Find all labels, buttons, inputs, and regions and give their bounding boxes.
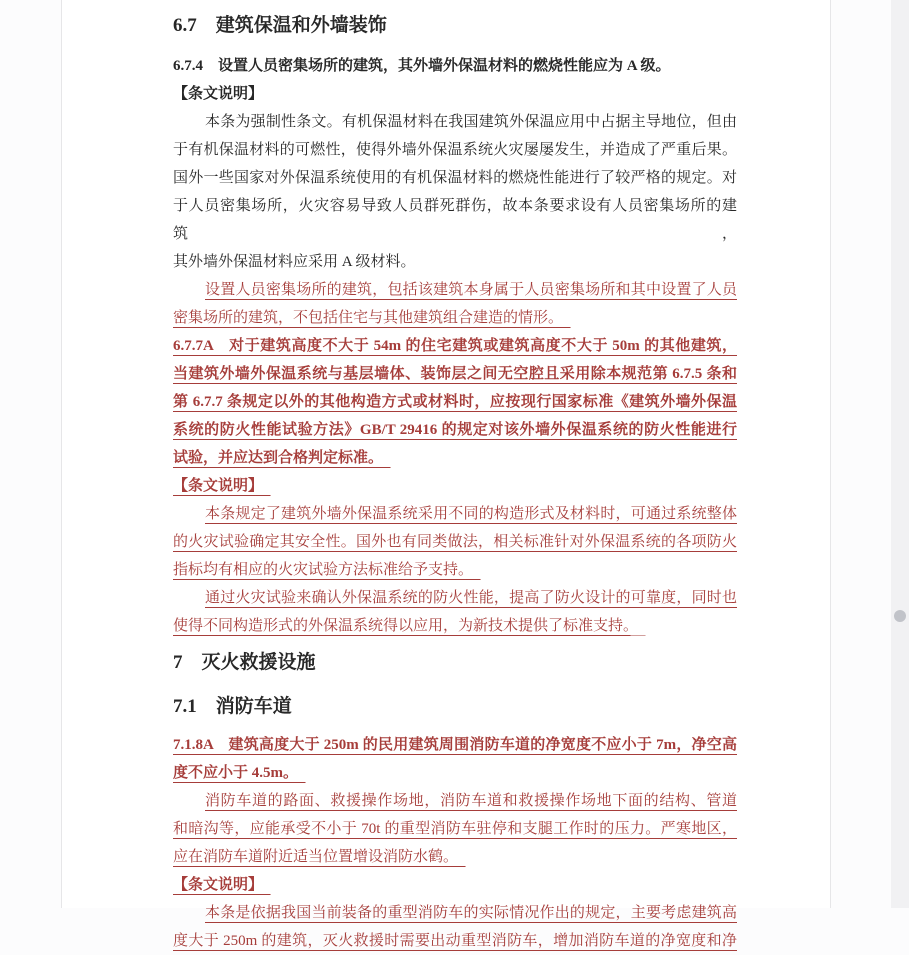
- section-heading: [173, 12, 737, 40]
- text-line: 第 6.7.7 条规定以外的其他构造方式或材料时，应按现行国家标准《建筑外墙外保温: [173, 394, 737, 410]
- paragraph: [173, 276, 737, 332]
- text-line: 于有机保温材料的可燃性，使得外墙外保温系统火灾屡屡发生，并造成了严重后果。: [173, 142, 737, 158]
- paragraph: [173, 500, 737, 584]
- document-page: [61, 0, 831, 949]
- scrollbar-track[interactable]: [891, 0, 909, 908]
- paragraph: [173, 787, 737, 871]
- text-line: 6.7.7A 对于建筑高度不大于 54m 的住宅建筑或建筑高度不大于 50m 的其他建筑，: [173, 338, 737, 354]
- text-line: 和暗沟等，应能承受不小于 70t 的重型消防车驻停和支腿工作时的压力。严寒地区，: [173, 821, 737, 837]
- text-line: 【条文说明】: [173, 86, 264, 102]
- text-line: 6.7 建筑保温和外墙装饰: [173, 15, 387, 36]
- text-line: 其外墙外保温材料应采用 A 级材料。: [173, 254, 416, 270]
- text-line: 于人员密集场所，火灾容易导致人员群死群伤，故本条要求设有人员密集场所的建筑，: [173, 198, 737, 242]
- text-line: 的火灾试验确定其安全性。国外也有同类做法，相关标准针对外保温系统的各项防火: [173, 534, 737, 550]
- explanation-label: [173, 80, 737, 108]
- text-line: 本条是依据我国当前装备的重型消防车的实际情况作出的规定，主要考虑建筑高: [205, 905, 737, 921]
- paragraph: [173, 108, 737, 276]
- text-line: 【条文说明】: [173, 877, 256, 893]
- text-line: 本条规定了建筑外墙外保温系统采用不同的构造形式及材料时，可通过系统整体: [205, 506, 737, 522]
- text-line: 国外一些国家对外保温系统使用的有机保温材料的燃烧性能进行了较严格的规定。对: [173, 170, 737, 186]
- text-line: 使得不同构造形式的外保温系统得以应用，为新技术提供了标准支持。: [173, 618, 631, 634]
- text-line: 试验，并应达到合格判定标准。: [173, 450, 376, 466]
- text-line: 7.1 消防车道: [173, 696, 292, 717]
- text-line: 7.1.8A 建筑高度大于 250m 的民用建筑周围消防车道的净宽度不应小于 7m，净空高: [173, 737, 737, 753]
- paragraph: [173, 899, 737, 955]
- text-line: 系统的防火性能试验方法》GB/T 29416 的规定对该外墙外保温系统的防火性能进行: [173, 422, 737, 438]
- text-line: 当建筑外墙外保温系统与基层墙体、装饰层之间无空腔且采用除本规范第 6.7.5 条和: [173, 366, 737, 382]
- clause-text: [173, 332, 737, 472]
- text-line: 设置人员密集场所的建筑，包括该建筑本身属于人员密集场所和其中设置了人员: [205, 282, 737, 298]
- clause-text: [173, 52, 737, 80]
- section-heading: [173, 649, 737, 677]
- explanation-label: [173, 871, 737, 899]
- paragraph: [173, 584, 737, 640]
- text-line: 通过火灾试验来确认外保温系统的防火性能，提高了防火设计的可靠度，同时也: [205, 590, 737, 606]
- section-heading: [173, 693, 737, 721]
- explanation-label: [173, 472, 737, 500]
- text-line: 度不应小于 4.5m。: [173, 765, 291, 781]
- text-line: 6.7.4 设置人员密集场所的建筑，其外墙外保温材料的燃烧性能应为 A 级。: [173, 58, 671, 74]
- clause-text: [173, 731, 737, 787]
- text-line: 度大于 250m 的建筑，灭火救援时需要出动重型消防车，增加消防车道的净宽度和净: [173, 933, 737, 949]
- text-line: 指标均有相应的火灾试验方法标准给予支持。: [173, 562, 466, 578]
- text-line: 应在消防车道附近适当位置增设消防水鹤。: [173, 849, 451, 865]
- text-line: 密集场所的建筑，不包括住宅与其他建筑组合建造的情形。: [173, 310, 556, 326]
- document-content: [62, 12, 830, 955]
- scrollbar-thumb[interactable]: [894, 610, 906, 622]
- text-line: 本条为强制性条文。有机保温材料在我国建筑外保温应用中占据主导地位，但由: [205, 114, 737, 130]
- text-line: 7 灭火救援设施: [173, 652, 316, 673]
- text-line: 【条文说明】: [173, 478, 256, 494]
- text-line: 消防车道的路面、救援操作场地，消防车道和救援操作场地下面的结构、管道: [205, 793, 737, 809]
